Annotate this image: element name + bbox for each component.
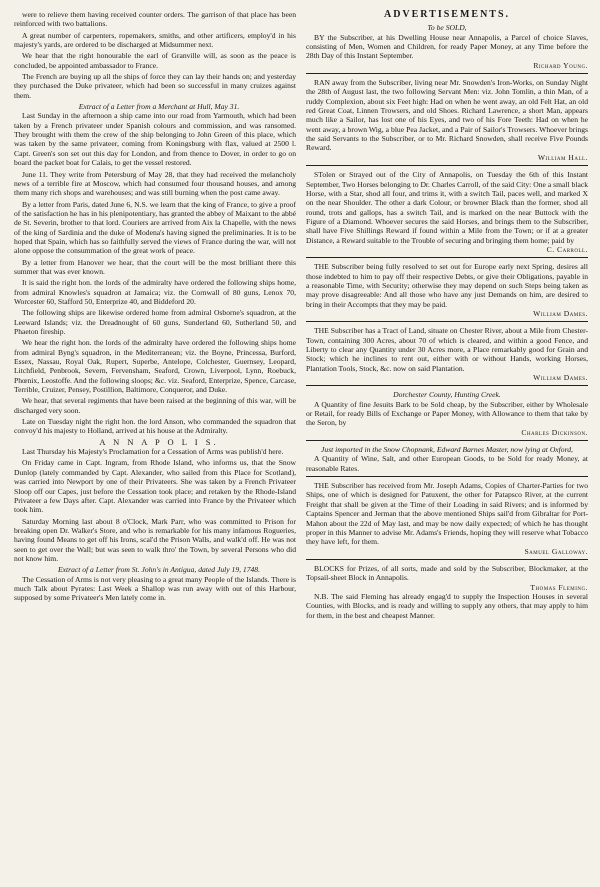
ad-body: RAN away from the Subscriber, living near Mr. Snowden's Iron-Works, on Sunday Night the 28th of August last, the two following Servant Men: viz. John Tomlin, a thin Man, of a ruddy Complexion, about six Feet high: Had on when he went away, an old Felt Hat, an old red Great Coat, Linnen Trowsers, and old Shoes. Richard Lawrence, a short Man, appears much like a Sailor, has lost one of his Eyes, and two of his Fore Teeth: Had on when he went away, a brown Wig, a blue Pea Jacket, and a Pair of Sailor's Trowsers. Whoever brings the said Servants to the Subscriber, or to Mr. Richard Snowden, shall receive Five Pounds Reward. — [306, 78, 588, 153]
advertisement — [306, 564, 588, 620]
divider — [306, 165, 588, 166]
divider — [306, 257, 588, 258]
news-paragraph: The following ships are likewise ordered home from admiral Osborne's squadron, at the Leeward Islands; viz. the Dreadnought of 60 guns, Sunderland 60, Sutherland 50, and Phaeton fireship. — [14, 308, 296, 336]
divider — [306, 476, 588, 477]
ad-title: To be SOLD, — [427, 23, 467, 33]
news-paragraph: We hear the right hon. the lords of the admiralty have ordered the following ships home from admiral Byng's squadron, in the Mediterranean; viz. the Boyne, Princessa, Burford, Essex, Nassau, Royal Oak, Rupert, Superbe, Antelope, Colchester, Guernsey, Leopard, Litchfield, Penbrook, Severn, Fervensham, Seaford, Crown, Liverpool, Lynn, Roebuck, Phœnix, Leostoffe. And the following sloops; &c. viz. Seaford, Enterprize, Spence, Carcase, Terrible, Cruizer, Pensey, Postillion, Baltimore, Conqueror, and Duke. — [14, 338, 296, 395]
news-paragraph: June 11. They write from Petersburg of May 28, that they had received the melancholy news of a terrible fire at Moscow, which had consumed four thousand houses, and among them many rich shops and warehouses; and was still burning when the post came away. — [14, 169, 296, 198]
advertisement — [306, 326, 588, 382]
advertisement — [306, 78, 588, 162]
news-paragraph: Saturday Morning last about 8 o'Clock, Mark Parr, who was committed to Prison for breaking open Dr. Walker's Store, and who is remarkable for his many infamous Rogueries, having found Means to get off his Irons, scal'd the Prison Walls, and walk'd off. He was not seen to get over the Wall; but was seen to walk thro' the Town, by several Persons who did not know him. — [14, 516, 296, 563]
news-column — [14, 10, 296, 883]
annapolis-heading: A N N A P O L I S. — [99, 436, 219, 447]
news-paragraph: By a letter from Hanover we hear, that the court will be the most brilliant there this summer that was ever known. — [14, 257, 296, 276]
news-paragraph: It is said the right hon. the lords of the admiralty have ordered the following ships home, from admiral Knowles's squadron at Jamaica; viz. the Cornwall of 80 guns, Lenox 70, Worcester 60, Stafford 50, Enterprize 40, and Biddeford 20. — [14, 278, 296, 306]
divider — [306, 559, 588, 560]
ad-signature: Samuel Galloway. — [524, 546, 588, 556]
ad-signature: Thomas Fleming. — [530, 582, 588, 592]
news-paragraph: Late on Tuesday night the right hon. the lord Anson, who commanded the squadron that convoy'd his majesty to Holland, arrived at his house at the Admiralty. — [14, 417, 296, 436]
ad-title: Dorchester County, Hunting Creek. — [393, 390, 501, 400]
advertisement — [306, 262, 588, 318]
ad-body: A Quantity of fine Jesuits Bark to be Sold cheap, by the Subscriber, either by Wholesale or Retail, for ready Bills of Exchange or Paper Money, with Allowance to them that take by the Seron, by — [306, 399, 588, 428]
ad-body: A Quantity of Wine, Salt, and other European Goods, to be Sold for ready Money, at reasonable Rates. — [306, 454, 588, 473]
ad-body: THE Subscriber being fully resolved to set out for Europe early next Spring, desires all those indebted to him to pay off their respective Debts, or give their Obligations, payable in a reasonable Time, with Security; otherwise they may depend on such Steps being taken as may prove disagreeable: And all those who have any just Demands on him, are desired to bring in their Accompts that they may be paid. — [306, 262, 588, 309]
ad-signature: William Dames. — [533, 308, 588, 318]
news-paragraph: Last Sunday in the afternoon a ship came into our road from Yarmouth, which had been taken by a French privateer under Spanish colours and commission, and was ransomed. They brought with them the crew of the ship belonging to John Green of this place, which was taken by the same privateer, coming from Koningsburg with flax, valued at 2500 l. Capt. Green's son set out this day for London, and from thence to Dover, in order to go on board the packet boat for Calais, to get the vessel restored. — [14, 111, 296, 168]
advertisement — [306, 481, 588, 556]
advertisements-column — [306, 10, 588, 883]
ad-body: THE Subscriber has a Tract of Land, situate on Chester River, about a Mile from Chester-Town, containing 300 Acres, about 70 of which is cleared, and within a good Fence, and Liberty to clear any Quantity under 30 Acres more, a Place remarkably good for Grain and Stock; which he inclines to rent out, either with or without Hands, working Horses, Plantation Tools, Stock, &c. now on said Plantation. — [306, 326, 588, 373]
divider — [306, 73, 588, 74]
news-paragraph: We hear, that several regiments that have been raised at the beginning of this war, will be discharged very soon. — [14, 396, 296, 415]
divider — [306, 440, 588, 441]
ad-note: N.B. The said Fleming has already engag'd to supply the Inspection Houses in several Counties, with Blocks, and is ready and willing to supply any others, that may apply to him for them, in the best and cheapest Manner. — [306, 591, 588, 620]
advertisement — [306, 390, 588, 437]
news-paragraph: Last Thursday his Majesty's Proclamation for a Cessation of Arms was publish'd here. — [22, 447, 284, 457]
ad-signature: Richard Young. — [533, 60, 588, 70]
news-paragraph: were to relieve them having received counter orders. The garrison of that place has been reinforced with two battalions. — [14, 10, 296, 29]
ad-title: Just imported in the Snow Chopnank, Edward Barnes Master, now lying at Oxford, — [321, 445, 573, 455]
advertisement — [306, 445, 588, 473]
ad-body: STolen or Strayed out of the City of Annapolis, on Tuesday the 6th of this Instant September, Two Horses belonging to Dr. Charles Carroll, of the said City: One a small black Horse, with a Star, shod all four, and trims it, with a switch Tail, paces well, and marked X on the near Shoulder. The other a dark Colour, or browner Black than the former, shod all round, trots and gallops, has a switch Tail, and is marked on the near Buttock with the Figure of a Diamond. Whoever secures the said Horses, and brings them to the Subscriber, shall have Five Shillings Reward if found within a Mile from the Town; or if at a greater Distance, a Reward suitable to the Trouble of securing and bringing them home; paid by — [306, 170, 588, 245]
divider — [306, 321, 588, 322]
news-paragraph: We hear that the right honourable the earl of Granville will, as soon as the peace is concluded, be appointed ambassador to France. — [14, 51, 296, 70]
advertisement — [306, 23, 588, 70]
extract-heading: Extract of a Letter from St. John's in Antigua, dated July 19, 1748. — [58, 565, 260, 575]
ad-signature: Charles Dickinson. — [521, 427, 588, 437]
ad-signature: C. Carroll. — [546, 244, 588, 254]
extract-heading: Extract of a Letter from a Merchant at Hull, May 31. — [78, 102, 240, 112]
ad-body: BLOCKS for Prizes, of all sorts, made and sold by the Subscriber, Blockmaker, at the Topsail-sheet Block in Annapolis. — [306, 563, 588, 583]
news-paragraph: By a letter from Paris, dated June 6, N.S. we learn that the king of France, to give a proof of the satisfaction he has in his plenipotentiary, has granted the abbey of Maixant to the abbé de St. Severin, brother to that lord. Couriers are arrived from Aix la Chapelle, with the news of the king of Sardinia and the duke of Modena's having signed the preliminaries. It is to be hoped that Spain, which has so faithfully served the views of France during the war, will not alone oppose the consummation of the great work of peace. — [14, 199, 296, 256]
ad-body: THE Subscriber has received from Mr. Joseph Adams, Copies of Charter-Parties for two Ships, one of which is designed for Patuxent, the other for Patapsco River, at the current Freight that shall be given at the Time of their Loading in said Rivers; and is informed by Captains Spencer and Jerman that the above mentioned Ships sail'd from Gibraltar for Port-Mahon about the 22d of May last, and may be now daily expected; of which he has thought proper in this Manner to advise Mr. Adams's Friends, hoping they will reserve what Tobacco they have left, for them. — [306, 481, 588, 547]
news-paragraph: The Cessation of Arms is not very pleasing to a great many People of the Islands. There is much Talk about Pyrates: Last Week a Shallop was run away with out of this Harbour, supposed by some Privateer's Men lately come in. — [14, 574, 296, 603]
ad-body: BY the Subscriber, at his Dwelling House near Annapolis, a Parcel of choice Slaves, consisting of Men, Women and Children, for ready Paper Money, at any Time before the 28th Day of this Instant September. — [306, 32, 588, 61]
news-paragraph: On Friday came in Capt. Ingram, from Rhode Island, who informs us, that the Snow Dunlop (lately commanded by Capt. Alexander, who sailed from this Place for Scotland), was carried into Newport by one of their Privateers. She was taken by a French Privateer Sloop off our Capes, just before the Cessation took place; and retaken by the Rhode-Island Privateer a few Days after. Capt. Alexander was carried into France by the Privateer which took him. — [14, 458, 296, 515]
advertisement — [306, 170, 588, 254]
divider — [306, 385, 588, 386]
ad-signature: William Dames. — [533, 373, 588, 383]
news-paragraph: The French are buying up all the ships of force they can lay their hands on; and yesterday they purchased the Duke privateer, which had been so successful in many cruizes against them. — [14, 72, 296, 100]
advertisements-heading: ADVERTISEMENTS. — [383, 10, 511, 20]
ad-signature: William Hall. — [537, 152, 588, 162]
news-paragraph: A great number of carpenters, ropemakers, smiths, and other artificers, employ'd in his majesty's yards, are ordered to be discharged at Midsummer next. — [14, 30, 296, 50]
